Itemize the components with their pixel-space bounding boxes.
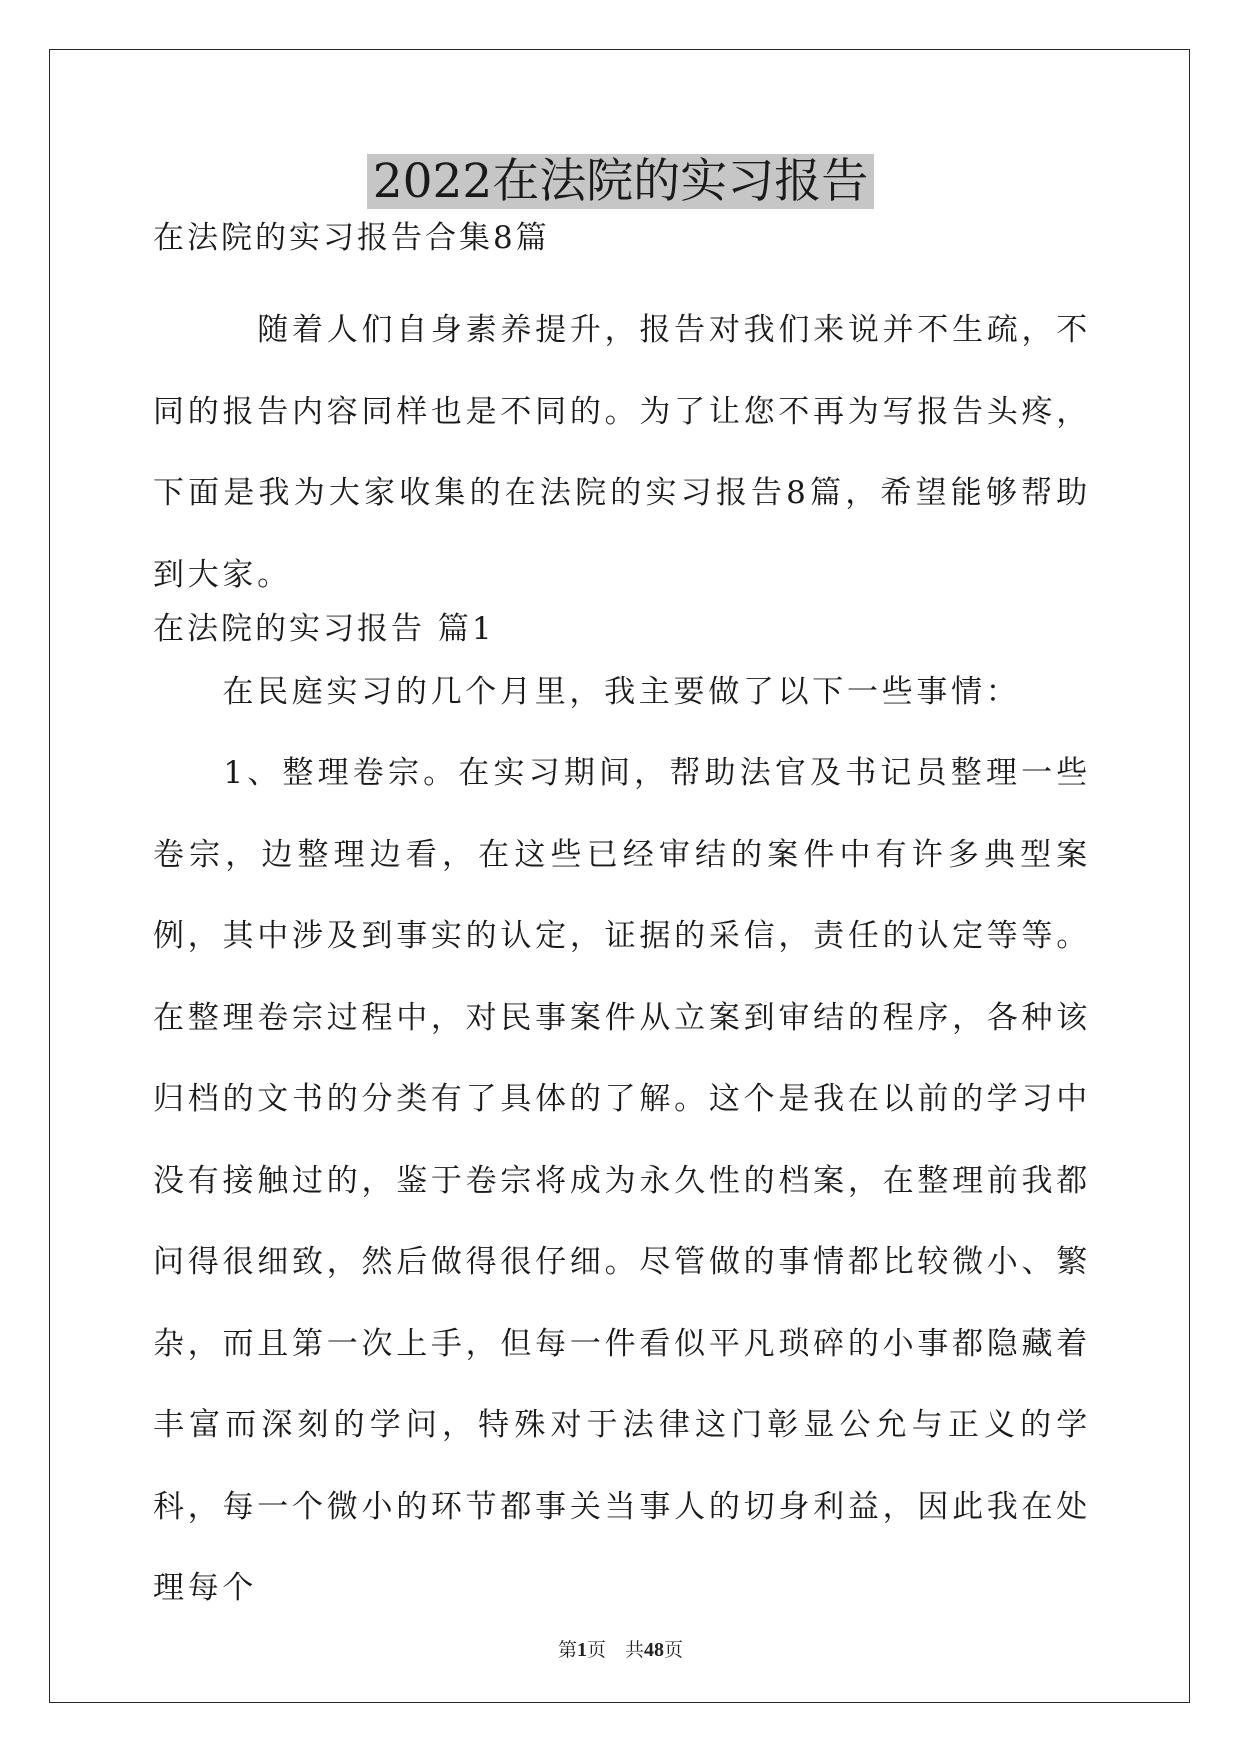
page-current: 1 — [576, 1639, 587, 1661]
document-title — [0, 152, 1241, 212]
document-title-text: 2022在法院的实习报告 — [367, 154, 875, 209]
page-mid: 页 共 — [586, 1639, 644, 1661]
page-total: 48 — [644, 1639, 664, 1661]
section-heading: 在法院的实习报告 篇1 — [153, 611, 495, 647]
document-subtitle: 在法院的实习报告合集8篇 — [153, 220, 550, 256]
page-suffix: 页 — [664, 1639, 684, 1661]
section-lead-paragraph: 在民庭实习的几个月里，我主要做了以下一些事情： — [153, 674, 1021, 710]
section-body-paragraph: 1、整理卷宗。在实习期间，帮助法官及书记员整理一些卷宗，边整理边看，在这些已经审结的案件中有许多典型案例，其中涉及到事实的认定，证据的采信，责任的认定等等。在整理卷宗过程中，对民事案件从立案到审结的程序，各种该归档的文书的分类有了具体的了解。这个是我在以前的学习中没有接触过的，鉴于卷宗将成为永久性的档案，在整理前我都问得很细致，然后做得很仔细。尽管做的事情都比较微小、繁杂，而且第一次上手，但每一件看似平凡琐碎的小事都隐藏着丰富而深刻的学问，特殊对于法律这门彰显公允与正义的学科，每一个微小的环节都事关当事人的切身利益，因此我在处理每个 — [153, 755, 1091, 1606]
page-prefix: 第 — [557, 1639, 577, 1661]
page-footer — [0, 1635, 1241, 1662]
intro-paragraph: 随着人们自身素养提升，报告对我们来说并不生疏，不同的报告内容同样也是不同的。为了让您不再为写报告头疼，下面是我为大家收集的在法院的实习报告8篇，希望能够帮助到大家。 — [153, 312, 1091, 593]
